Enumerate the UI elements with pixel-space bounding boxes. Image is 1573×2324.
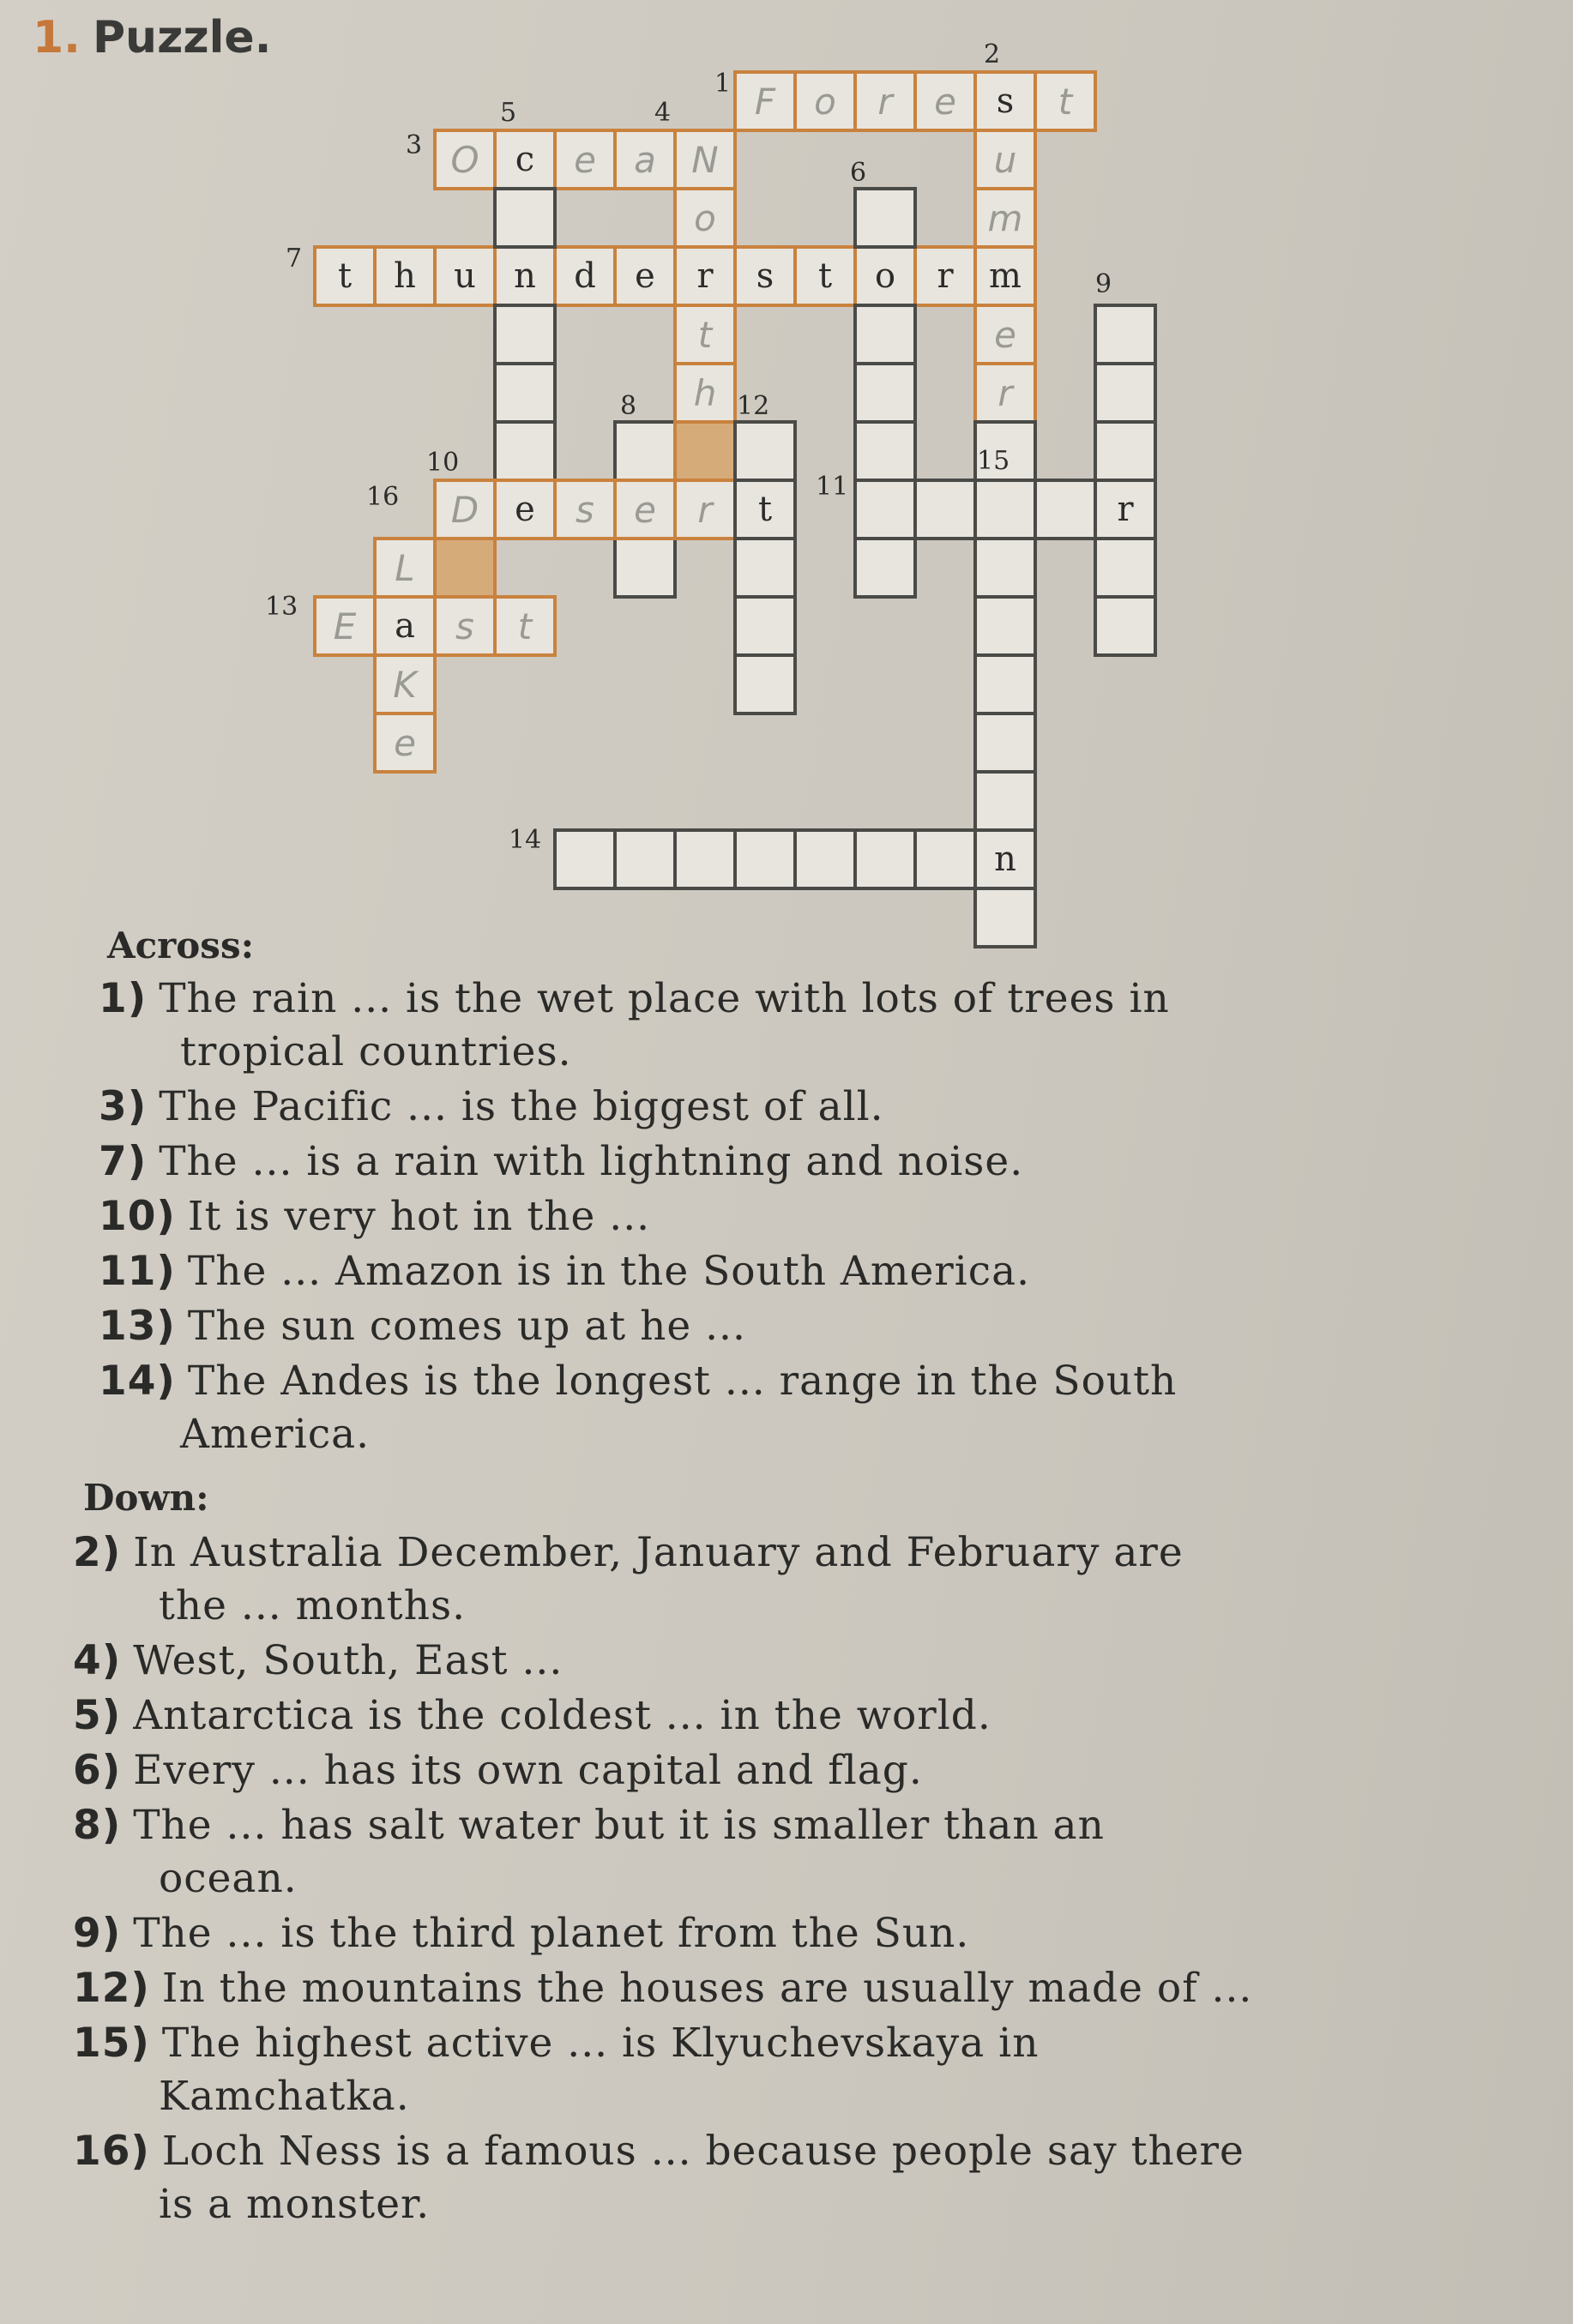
clue-number-label: 5: [500, 98, 517, 128]
cell-letter: a: [634, 138, 656, 181]
crossword-cell: [613, 479, 677, 540]
crossword-cell: [853, 70, 917, 132]
clue-text: The ... has salt water but it is smaller than an: [133, 1802, 1105, 1849]
clue-number: 16): [73, 2128, 150, 2175]
clue-text: Kamchatka.: [159, 2073, 410, 2120]
cell-letter: h: [394, 256, 416, 296]
crossword-cell: [1094, 362, 1157, 424]
cell-letter: e: [634, 488, 656, 531]
crossword-cell: [493, 129, 557, 190]
clue-number-label: 15: [977, 446, 1010, 476]
crossword-cell: [973, 828, 1037, 890]
clue-number: 9): [73, 1910, 122, 1957]
crossword-cell: [433, 595, 497, 657]
crossword-cell: [853, 187, 917, 249]
crossword-cell: [973, 187, 1037, 249]
crossword-cell: [613, 537, 677, 599]
cell-letter: r: [697, 488, 713, 531]
crossword-cell: [673, 129, 737, 190]
clue-text: is a monster.: [159, 2181, 431, 2228]
crossword-cell: [733, 595, 797, 657]
clue-text: In the mountains the houses are usually made of ...: [161, 1965, 1253, 2012]
clue-text: In Australia December, January and February are: [133, 1529, 1184, 1576]
clue-number-label: 3: [406, 130, 423, 160]
clue-text: Antarctica is the coldest ... in the world.: [133, 1692, 991, 1739]
cell-letter: O: [450, 138, 479, 181]
crossword-cell: [373, 537, 437, 599]
crossword-cell: [1094, 595, 1157, 657]
clue-text: Loch Ness is a famous ... because people say there: [161, 2128, 1245, 2175]
crossword-cell: [613, 420, 677, 482]
exercise-title: Puzzle.: [92, 12, 272, 63]
cell-letter: r: [997, 371, 1013, 414]
clue-text: The rain ... is the wet place with lots of trees in: [159, 975, 1170, 1022]
crossword-cell: [793, 245, 857, 307]
crossword-cell: [1094, 304, 1157, 365]
clue-number-label: 16: [366, 482, 400, 512]
cell-letter: h: [693, 371, 717, 414]
cell-letter: D: [450, 488, 479, 531]
clue-number: 4): [73, 1637, 122, 1684]
crossword-cell: [973, 245, 1037, 307]
clue-text: The ... Amazon is in the South America.: [187, 1248, 1031, 1295]
clue-number-label: 14: [509, 825, 542, 855]
crossword-cell: [553, 245, 617, 307]
clue-number: 13): [99, 1303, 176, 1350]
crossword-cell: [673, 304, 737, 365]
crossword-cell: [313, 245, 377, 307]
crossword-cell: [613, 828, 677, 890]
clue-text: The highest active ... is Klyuchevskaya in: [161, 2020, 1040, 2067]
clue-item: [99, 1190, 650, 1243]
crossword-cell: [733, 479, 797, 540]
crossword-cell: [493, 187, 557, 249]
crossword-cell: [373, 653, 437, 715]
cell-letter: r: [937, 256, 954, 296]
clue-text: tropical countries.: [180, 1028, 572, 1075]
crossword-cell: [1094, 537, 1157, 599]
cell-letter: e: [994, 313, 1016, 356]
clue-item: [99, 1300, 746, 1353]
clue-text: ocean.: [159, 1855, 298, 1902]
crossword-cell: [1034, 479, 1097, 540]
clue-number: 6): [73, 1747, 122, 1794]
crossword-cell: [973, 304, 1037, 365]
cell-letter: e: [574, 138, 596, 181]
cell-letter: r: [696, 256, 714, 296]
cell-letter: u: [454, 256, 476, 296]
crossword-cell: [493, 304, 557, 365]
clue-item: [73, 1635, 563, 1688]
crossword-cell: [1094, 420, 1157, 482]
cell-letter: s: [455, 605, 474, 647]
clue-number: 11): [99, 1248, 176, 1295]
crossword-cell: [1034, 70, 1097, 132]
crossword-cell: [973, 653, 1037, 715]
cell-letter: r: [877, 80, 893, 123]
cell-letter: t: [817, 256, 833, 296]
cell-letter: s: [576, 488, 594, 531]
clue-number: 3): [99, 1083, 148, 1130]
crossword-cell: [853, 537, 917, 599]
cell-letter: t: [517, 605, 533, 647]
crossword-cell: [973, 770, 1037, 832]
cell-letter: o: [694, 196, 716, 239]
crossword-cell: [613, 129, 677, 190]
crossword-cell: [673, 479, 737, 540]
cell-letter: m: [987, 196, 1023, 239]
crossword-cell: [1094, 479, 1157, 540]
clue-number-label: 13: [265, 592, 298, 622]
clue-number: 12): [73, 1965, 150, 2012]
across-title: Across:: [107, 924, 255, 966]
crossword-cell: [493, 595, 557, 657]
crossword-cell: [673, 828, 737, 890]
crossword-cell: [553, 129, 617, 190]
cell-letter: L: [395, 546, 415, 589]
cell-letter: t: [757, 490, 773, 529]
crossword-cell: [973, 712, 1037, 774]
crossword-cell: [553, 479, 617, 540]
crossword-cell: [313, 595, 377, 657]
clue-text: The Andes is the longest ... range in the South: [187, 1358, 1178, 1405]
clue-number-label: 9: [1095, 269, 1112, 299]
cell-letter: t: [697, 313, 713, 356]
cell-letter: e: [394, 721, 416, 764]
clue-item: [99, 1135, 1023, 1189]
exercise-heading: [33, 12, 271, 63]
clue-text: Every ... has its own capital and flag.: [133, 1747, 923, 1794]
crossword-cell: [733, 420, 797, 482]
crossword-cell: [973, 595, 1037, 657]
crossword-cell: [373, 712, 437, 774]
crossword-cell: [673, 245, 737, 307]
crossword-cell: [913, 245, 977, 307]
crossword-cell: [613, 245, 677, 307]
crossword-cell: [913, 828, 977, 890]
crossword-cell: [733, 653, 797, 715]
clue-number-label: 6: [850, 158, 867, 188]
clue-number: 10): [99, 1193, 176, 1240]
clue-item: [73, 1744, 923, 1797]
clue-number: 1): [99, 975, 148, 1022]
crossword-cell: [673, 420, 737, 482]
clue-text: America.: [180, 1411, 371, 1458]
cell-letter: c: [515, 140, 535, 179]
crossword-cell: [433, 479, 497, 540]
clue-number: 7): [99, 1138, 148, 1185]
crossword-cell: [913, 479, 977, 540]
crossword-cell: [433, 537, 497, 599]
clue-number-label: 4: [654, 98, 672, 128]
crossword-cell: [733, 245, 797, 307]
exercise-number: 1.: [33, 12, 81, 63]
clue-item: [99, 1081, 884, 1134]
crossword-cell: [853, 362, 917, 424]
clue-item: [73, 1799, 1105, 1906]
crossword-cell: [853, 304, 917, 365]
crossword-cell: [973, 887, 1037, 948]
clue-text: West, South, East ...: [133, 1637, 564, 1684]
crossword-cell: [493, 479, 557, 540]
clue-item: [73, 1962, 1252, 2015]
cell-letter: o: [814, 80, 836, 123]
cell-letter: t: [337, 256, 353, 296]
clue-text: the ... months.: [159, 1582, 467, 1629]
clue-number: 15): [73, 2020, 150, 2067]
clue-item: [73, 2017, 1039, 2123]
clue-number: 5): [73, 1692, 122, 1739]
cell-letter: s: [756, 256, 774, 296]
crossword-cell: [853, 420, 917, 482]
clue-item: [99, 972, 1170, 1079]
clue-item: [73, 2125, 1245, 2231]
cell-letter: s: [996, 81, 1015, 121]
clue-number-label: 12: [737, 391, 770, 421]
down-title: Down:: [83, 1477, 209, 1519]
clue-item: [99, 1245, 1030, 1298]
clue-item: [99, 1355, 1177, 1461]
cell-letter: n: [514, 256, 536, 296]
cell-letter: t: [1058, 80, 1073, 123]
clue-text: The ... is a rain with lightning and noise.: [159, 1138, 1024, 1185]
cell-letter: e: [934, 80, 956, 123]
crossword-cell: [913, 70, 977, 132]
clue-item: [73, 1526, 1184, 1633]
cell-letter: o: [874, 256, 896, 296]
clue-item: [73, 1689, 991, 1743]
crossword-cell: [973, 362, 1037, 424]
crossword-cell: [853, 828, 917, 890]
crossword-cell: [433, 129, 497, 190]
crossword-cell: [373, 595, 437, 657]
clue-item: [73, 1907, 969, 1960]
crossword-cell: [973, 70, 1037, 132]
crossword-cell: [733, 70, 797, 132]
crossword-cell: [373, 245, 437, 307]
crossword-cell: [493, 245, 557, 307]
clue-number: 8): [73, 1802, 122, 1849]
clue-number-label: 1: [714, 69, 732, 99]
clue-text: The Pacific ... is the biggest of all.: [159, 1083, 884, 1130]
clue-number-label: 2: [984, 39, 1001, 69]
crossword-cell: [853, 245, 917, 307]
cell-letter: N: [691, 138, 719, 181]
clue-number-label: 8: [620, 391, 637, 421]
cell-letter: r: [1117, 490, 1134, 529]
crossword-cell: [553, 828, 617, 890]
clue-number: 14): [99, 1358, 176, 1405]
clue-number-label: 11: [816, 472, 849, 502]
crossword-cell: [973, 129, 1037, 190]
crossword-cell: [493, 420, 557, 482]
cell-letter: e: [515, 490, 535, 529]
crossword-cell: [973, 537, 1037, 599]
cell-letter: E: [333, 605, 357, 647]
clue-text: The ... is the third planet from the Sun.: [133, 1910, 970, 1957]
clue-number-label: 10: [426, 448, 460, 478]
crossword-cell: [433, 245, 497, 307]
cell-letter: d: [574, 256, 596, 296]
crossword-cell: [793, 828, 857, 890]
crossword-cell: [673, 362, 737, 424]
crossword-cell: [853, 479, 917, 540]
cell-letter: m: [989, 256, 1022, 296]
crossword-cell: [673, 187, 737, 249]
clue-number: 2): [73, 1529, 122, 1576]
crossword-cell: [793, 70, 857, 132]
clue-number-label: 7: [286, 244, 303, 274]
clue-text: It is very hot in the ...: [187, 1193, 651, 1240]
crossword-cell: [733, 828, 797, 890]
cell-letter: e: [635, 256, 655, 296]
crossword-cell: [733, 537, 797, 599]
clue-text: The sun comes up at he ...: [187, 1303, 746, 1350]
cell-letter: K: [393, 663, 417, 706]
cell-letter: a: [395, 606, 415, 646]
crossword-cell: [973, 479, 1037, 540]
cell-letter: F: [754, 80, 776, 123]
cell-letter: n: [994, 840, 1016, 879]
cell-letter: u: [993, 138, 1017, 181]
crossword-cell: [493, 362, 557, 424]
